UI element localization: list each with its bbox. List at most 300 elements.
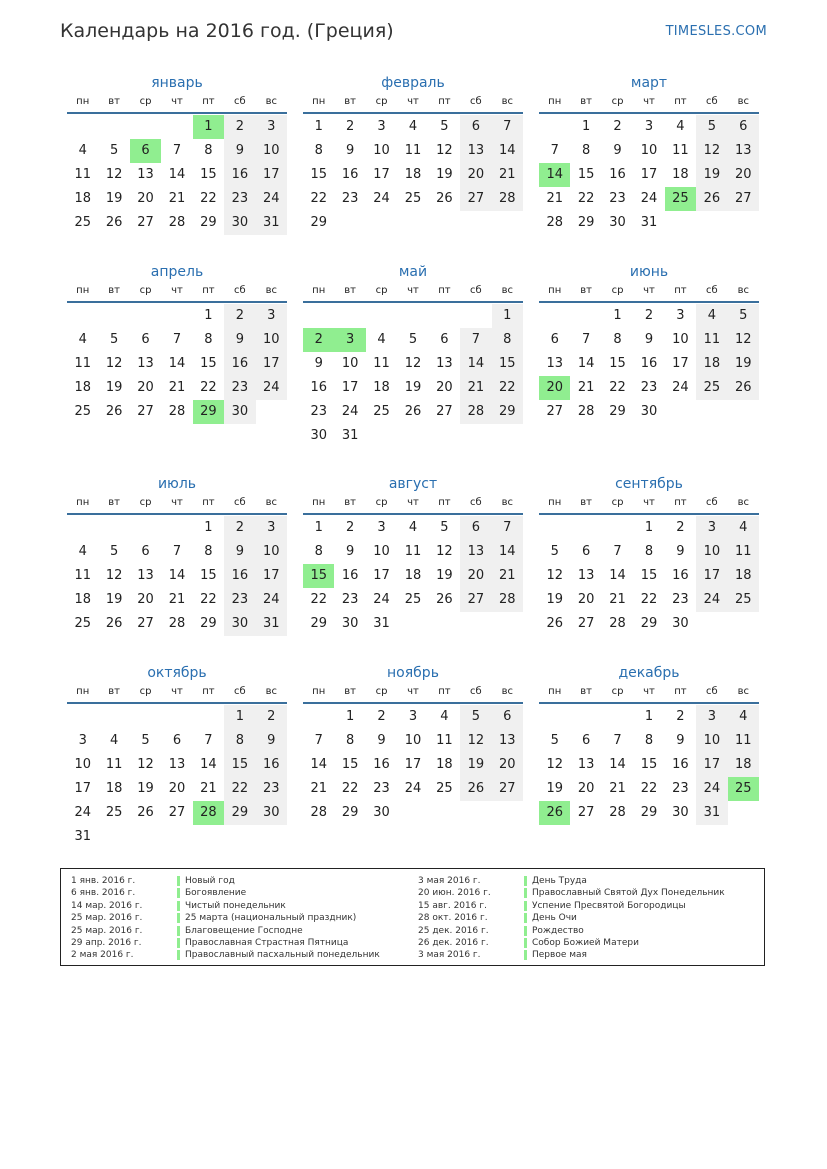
day-cell: 11	[696, 328, 727, 352]
day-cell: 19	[137, 781, 154, 796]
weekday-header: вс	[501, 686, 513, 697]
day-cell: 21	[168, 380, 186, 395]
days-grid	[539, 516, 759, 636]
weekday-header: вс	[737, 96, 749, 107]
days-grid	[67, 304, 287, 424]
day-cell: 16	[310, 380, 327, 395]
day-cell: 4	[676, 119, 685, 134]
weekday-header: пт	[202, 686, 215, 697]
empty-cell	[602, 516, 633, 540]
holiday-day-cell: 6	[130, 139, 161, 163]
day-cell: 19	[460, 753, 491, 777]
weekday-header: сб	[706, 686, 718, 697]
empty-cell	[67, 516, 98, 540]
empty-cell	[161, 304, 192, 328]
empty-cell	[460, 304, 491, 328]
weekday-header: чт	[407, 686, 419, 697]
day-cell: 29	[200, 215, 217, 230]
day-cell: 1	[581, 119, 591, 134]
day-cell: 25	[728, 588, 759, 612]
day-cell: 7	[613, 544, 622, 559]
weekday-header: пн	[548, 686, 562, 697]
day-cell: 14	[200, 757, 217, 772]
weekday-header: ср	[139, 96, 152, 107]
day-cell: 28	[492, 588, 523, 612]
weekday-header: чт	[171, 96, 183, 107]
day-cell: 19	[105, 380, 123, 395]
weekday-header: сб	[234, 96, 246, 107]
day-cell: 30	[256, 801, 287, 825]
day-cell: 18	[74, 191, 91, 206]
day-cell: 13	[460, 540, 491, 564]
day-cell: 8	[204, 332, 213, 347]
day-cell: 1	[644, 709, 654, 724]
day-cell: 24	[672, 380, 689, 395]
legend-date: 20 июн. 2016 г.	[418, 888, 491, 899]
days-grid	[67, 705, 287, 849]
day-cell: 20	[168, 781, 186, 796]
day-cell: 24	[256, 187, 287, 211]
empty-cell	[570, 705, 601, 729]
day-cell: 14	[609, 757, 626, 772]
day-cell: 5	[109, 143, 119, 158]
day-cell: 4	[408, 520, 418, 535]
weekday-header: ср	[611, 497, 624, 508]
day-cell: 27	[137, 616, 154, 631]
day-cell: 28	[492, 187, 523, 211]
legend-date: 25 мар. 2016 г.	[71, 925, 143, 936]
day-cell: 15	[577, 167, 595, 182]
day-cell: 22	[640, 781, 658, 796]
holiday-day-cell: 14	[539, 163, 570, 187]
empty-cell	[98, 705, 129, 729]
day-cell: 19	[105, 191, 123, 206]
day-cell: 27	[168, 805, 186, 820]
day-cell: 24	[404, 781, 422, 796]
day-cell: 17	[404, 757, 422, 772]
day-cell: 21	[609, 781, 626, 796]
day-cell: 2	[377, 709, 386, 724]
day-cell: 29	[640, 805, 658, 820]
day-cell: 17	[640, 167, 658, 182]
month-block	[539, 663, 759, 825]
day-cell: 9	[314, 356, 323, 371]
day-cell: 25	[74, 616, 91, 631]
day-cell: 28	[609, 805, 626, 820]
day-cell: 23	[256, 777, 287, 801]
day-cell: 16	[224, 352, 255, 376]
empty-cell	[130, 516, 161, 540]
day-cell: 18	[74, 380, 91, 395]
day-cell: 19	[436, 167, 453, 182]
weekday-header: пн	[312, 497, 326, 508]
day-cell: 27	[577, 616, 595, 631]
day-cell: 23	[224, 187, 255, 211]
month-block	[539, 474, 759, 636]
day-cell: 11	[672, 143, 689, 158]
day-cell: 15	[310, 167, 327, 182]
holiday-day-cell: 25	[728, 777, 759, 801]
day-cell: 16	[224, 163, 255, 187]
empty-cell	[539, 115, 570, 139]
day-cell: 27	[436, 404, 453, 419]
day-cell: 29	[492, 400, 523, 424]
weekday-header: вт	[580, 686, 592, 697]
empty-cell	[570, 516, 601, 540]
site-link[interactable]: TIMESLES.COM	[665, 24, 767, 39]
day-cell: 10	[256, 328, 287, 352]
day-cell: 5	[109, 544, 119, 559]
day-cell: 4	[78, 143, 87, 158]
weekday-header: пн	[76, 686, 90, 697]
day-cell: 19	[436, 568, 453, 583]
day-cell: 20	[137, 592, 154, 607]
day-cell: 29	[341, 805, 359, 820]
day-cell: 26	[460, 777, 491, 801]
day-cell: 2	[345, 119, 355, 134]
day-cell: 28	[546, 215, 563, 230]
day-cell: 3	[256, 516, 287, 540]
legend-holiday-name: Собор Божией Матери	[532, 937, 639, 948]
day-cell: 5	[728, 304, 759, 328]
day-cell: 17	[256, 352, 287, 376]
day-cell: 4	[78, 544, 87, 559]
day-cell: 7	[314, 733, 323, 748]
day-cell: 9	[345, 544, 355, 559]
day-cell: 2	[256, 705, 287, 729]
day-cell: 1	[644, 520, 654, 535]
day-cell: 26	[105, 215, 123, 230]
day-cell: 30	[224, 400, 255, 424]
day-cell: 11	[404, 143, 422, 158]
day-cell: 29	[609, 404, 626, 419]
weekday-header: чт	[643, 497, 655, 508]
empty-cell	[539, 304, 570, 328]
holiday-day-cell: 15	[303, 564, 334, 588]
day-cell: 5	[440, 119, 449, 134]
day-cell: 23	[224, 588, 255, 612]
day-cell: 30	[310, 428, 327, 443]
day-cell: 28	[168, 616, 186, 631]
weekday-header-row	[539, 686, 759, 704]
day-cell: 14	[492, 540, 523, 564]
day-cell: 12	[137, 757, 154, 772]
day-cell: 18	[74, 592, 91, 607]
month-name: июнь	[629, 264, 669, 280]
day-cell: 13	[492, 729, 523, 753]
day-cell: 12	[696, 139, 727, 163]
day-cell: 30	[224, 211, 255, 235]
day-cell: 14	[168, 167, 186, 182]
weekday-header: ср	[611, 96, 624, 107]
day-cell: 17	[74, 781, 91, 796]
day-cell: 31	[74, 829, 91, 844]
day-cell: 4	[696, 304, 727, 328]
day-cell: 15	[341, 757, 359, 772]
day-cell: 13	[436, 356, 453, 371]
day-cell: 8	[644, 733, 654, 748]
weekday-header: пт	[674, 285, 687, 296]
day-cell: 18	[404, 568, 422, 583]
day-cell: 29	[640, 616, 658, 631]
day-cell: 22	[577, 191, 595, 206]
month-block	[303, 73, 523, 235]
day-cell: 26	[105, 404, 123, 419]
weekday-header: ср	[375, 285, 388, 296]
day-cell: 17	[672, 356, 689, 371]
days-grid	[539, 304, 759, 424]
day-cell: 30	[373, 805, 390, 820]
month-name: февраль	[381, 75, 445, 91]
day-cell: 18	[728, 753, 759, 777]
month-name: декабрь	[618, 665, 680, 681]
day-cell: 11	[105, 757, 123, 772]
day-cell: 15	[640, 568, 658, 583]
day-cell: 2	[644, 308, 654, 323]
day-cell: 5	[109, 332, 119, 347]
month-block	[303, 474, 523, 636]
day-cell: 6	[581, 733, 591, 748]
weekday-header: вт	[108, 686, 120, 697]
day-cell: 8	[581, 143, 591, 158]
day-cell: 4	[440, 709, 449, 724]
day-cell: 22	[200, 380, 217, 395]
legend-date: 1 янв. 2016 г.	[71, 876, 136, 886]
weekday-header: пт	[202, 285, 215, 296]
day-cell: 8	[644, 544, 654, 559]
holiday-marker	[524, 950, 527, 960]
weekday-header: чт	[643, 285, 655, 296]
day-cell: 3	[696, 516, 727, 540]
day-cell: 25	[105, 805, 123, 820]
legend-holiday-name: Первое мая	[532, 950, 587, 961]
holiday-marker	[524, 913, 527, 923]
holiday-day-cell: 29	[193, 400, 224, 424]
weekday-header: вс	[265, 285, 277, 296]
weekday-header: чт	[643, 96, 655, 107]
holiday-day-cell: 20	[539, 376, 570, 400]
weekday-header: вс	[265, 96, 277, 107]
weekday-header-row	[67, 96, 287, 114]
legend-holiday-name: 25 марта (национальный праздник)	[185, 913, 357, 924]
legend-date: 6 янв. 2016 г.	[71, 888, 136, 899]
day-cell: 28	[460, 400, 491, 424]
day-cell: 7	[172, 544, 182, 559]
legend-holiday-name: Успение Пресвятой Богородицы	[532, 900, 686, 911]
day-cell: 28	[609, 616, 626, 631]
month-name: май	[398, 264, 428, 280]
day-cell: 14	[168, 568, 186, 583]
day-cell: 3	[676, 308, 685, 323]
day-cell: 25	[696, 376, 727, 400]
day-cell: 20	[137, 191, 154, 206]
day-cell: 20	[728, 163, 759, 187]
day-cell: 9	[676, 544, 685, 559]
day-cell: 31	[341, 428, 359, 443]
day-cell: 12	[546, 757, 563, 772]
day-cell: 7	[550, 143, 559, 158]
weekday-header: вс	[737, 686, 749, 697]
legend-holiday-name: Богоявление	[185, 888, 247, 899]
day-cell: 3	[256, 115, 287, 139]
holiday-marker	[177, 950, 180, 960]
day-cell: 8	[314, 143, 323, 158]
day-cell: 10	[256, 139, 287, 163]
day-cell: 31	[373, 616, 390, 631]
holiday-marker	[524, 926, 527, 936]
legend-date: 3 мая 2016 г.	[418, 950, 481, 961]
day-cell: 29	[310, 215, 327, 230]
weekday-header: ср	[375, 497, 388, 508]
day-cell: 1	[204, 520, 213, 535]
weekday-header: сб	[470, 686, 482, 697]
days-grid	[539, 115, 759, 235]
month-block	[539, 73, 759, 235]
day-cell: 6	[460, 115, 491, 139]
day-cell: 27	[577, 805, 595, 820]
day-cell: 26	[105, 616, 123, 631]
day-cell: 3	[377, 119, 386, 134]
day-cell: 17	[256, 564, 287, 588]
day-cell: 3	[377, 520, 386, 535]
day-cell: 23	[609, 191, 626, 206]
weekday-header: пт	[438, 686, 451, 697]
day-cell: 4	[109, 733, 119, 748]
day-cell: 31	[256, 612, 287, 636]
day-cell: 16	[373, 757, 390, 772]
month-name: октябрь	[147, 665, 207, 681]
weekday-header: пн	[76, 285, 90, 296]
weekday-header: пт	[202, 96, 215, 107]
day-cell: 24	[696, 588, 727, 612]
legend-holiday-name: День Очи	[532, 913, 577, 924]
month-block	[67, 474, 287, 636]
day-cell: 26	[436, 191, 453, 206]
day-cell: 7	[492, 115, 523, 139]
day-cell: 4	[408, 119, 418, 134]
days-grid	[303, 516, 523, 636]
legend-date: 25 дек. 2016 г.	[418, 925, 489, 936]
weekday-header: вс	[501, 497, 513, 508]
empty-cell	[334, 304, 365, 328]
day-cell: 15	[200, 568, 217, 583]
month-block	[67, 262, 287, 424]
day-cell: 28	[168, 404, 186, 419]
weekday-header: сб	[706, 285, 718, 296]
weekday-header: ср	[611, 285, 624, 296]
day-cell: 26	[137, 805, 154, 820]
empty-cell	[366, 304, 397, 328]
day-cell: 22	[310, 592, 327, 607]
day-cell: 24	[373, 191, 390, 206]
day-cell: 27	[460, 187, 491, 211]
weekday-header: пт	[438, 96, 451, 107]
day-cell: 17	[696, 753, 727, 777]
day-cell: 3	[696, 705, 727, 729]
weekday-header: вт	[108, 285, 120, 296]
day-cell: 14	[577, 356, 595, 371]
day-cell: 30	[609, 215, 626, 230]
day-cell: 10	[696, 540, 727, 564]
weekday-header-row	[303, 96, 523, 114]
empty-cell	[303, 705, 334, 729]
legend-holiday-name: Благовещение Господне	[185, 925, 303, 936]
day-cell: 27	[728, 187, 759, 211]
day-cell: 10	[373, 143, 390, 158]
day-cell: 27	[460, 588, 491, 612]
weekday-header: чт	[171, 497, 183, 508]
days-grid	[303, 304, 523, 448]
day-cell: 30	[224, 612, 255, 636]
month-name: сентябрь	[615, 476, 683, 492]
day-cell: 26	[404, 404, 422, 419]
day-cell: 28	[310, 805, 327, 820]
day-cell: 22	[492, 376, 523, 400]
day-cell: 13	[577, 568, 595, 583]
day-cell: 30	[640, 404, 658, 419]
day-cell: 14	[168, 356, 186, 371]
empty-cell	[67, 304, 98, 328]
day-cell: 1	[224, 705, 255, 729]
day-cell: 1	[345, 709, 355, 724]
day-cell: 22	[609, 380, 626, 395]
empty-cell	[130, 705, 161, 729]
holiday-marker	[177, 901, 180, 911]
legend-holiday-name: Рождество	[532, 925, 584, 936]
day-cell: 8	[492, 328, 523, 352]
day-cell: 21	[168, 592, 186, 607]
empty-cell	[303, 304, 334, 328]
day-cell: 19	[546, 781, 563, 796]
day-cell: 23	[373, 781, 390, 796]
day-cell: 6	[172, 733, 182, 748]
day-cell: 12	[404, 356, 422, 371]
empty-cell	[539, 705, 570, 729]
empty-cell	[602, 705, 633, 729]
day-cell: 11	[74, 356, 91, 371]
day-cell: 15	[224, 753, 255, 777]
day-cell: 10	[696, 729, 727, 753]
empty-cell	[570, 304, 601, 328]
legend-date: 2 мая 2016 г.	[71, 950, 134, 961]
day-cell: 13	[577, 757, 595, 772]
day-cell: 16	[341, 568, 359, 583]
weekday-header: вт	[108, 96, 120, 107]
day-cell: 9	[345, 143, 355, 158]
day-cell: 18	[436, 757, 453, 772]
day-cell: 10	[373, 544, 390, 559]
weekday-header: вс	[737, 497, 749, 508]
weekday-header: пт	[674, 497, 687, 508]
day-cell: 12	[105, 568, 123, 583]
legend-date: 15 авг. 2016 г.	[418, 900, 487, 911]
day-cell: 22	[224, 777, 255, 801]
weekday-header: чт	[643, 686, 655, 697]
day-cell: 21	[460, 376, 491, 400]
day-cell: 21	[492, 163, 523, 187]
day-cell: 21	[546, 191, 563, 206]
day-cell: 2	[345, 520, 355, 535]
weekday-header: пт	[438, 497, 451, 508]
day-cell: 9	[676, 733, 685, 748]
month-name: август	[388, 476, 438, 492]
day-cell: 1	[314, 520, 323, 535]
day-cell: 2	[224, 516, 255, 540]
day-cell: 7	[172, 332, 182, 347]
day-cell: 15	[200, 356, 217, 371]
day-cell: 10	[672, 332, 689, 347]
weekday-header: пн	[548, 96, 562, 107]
